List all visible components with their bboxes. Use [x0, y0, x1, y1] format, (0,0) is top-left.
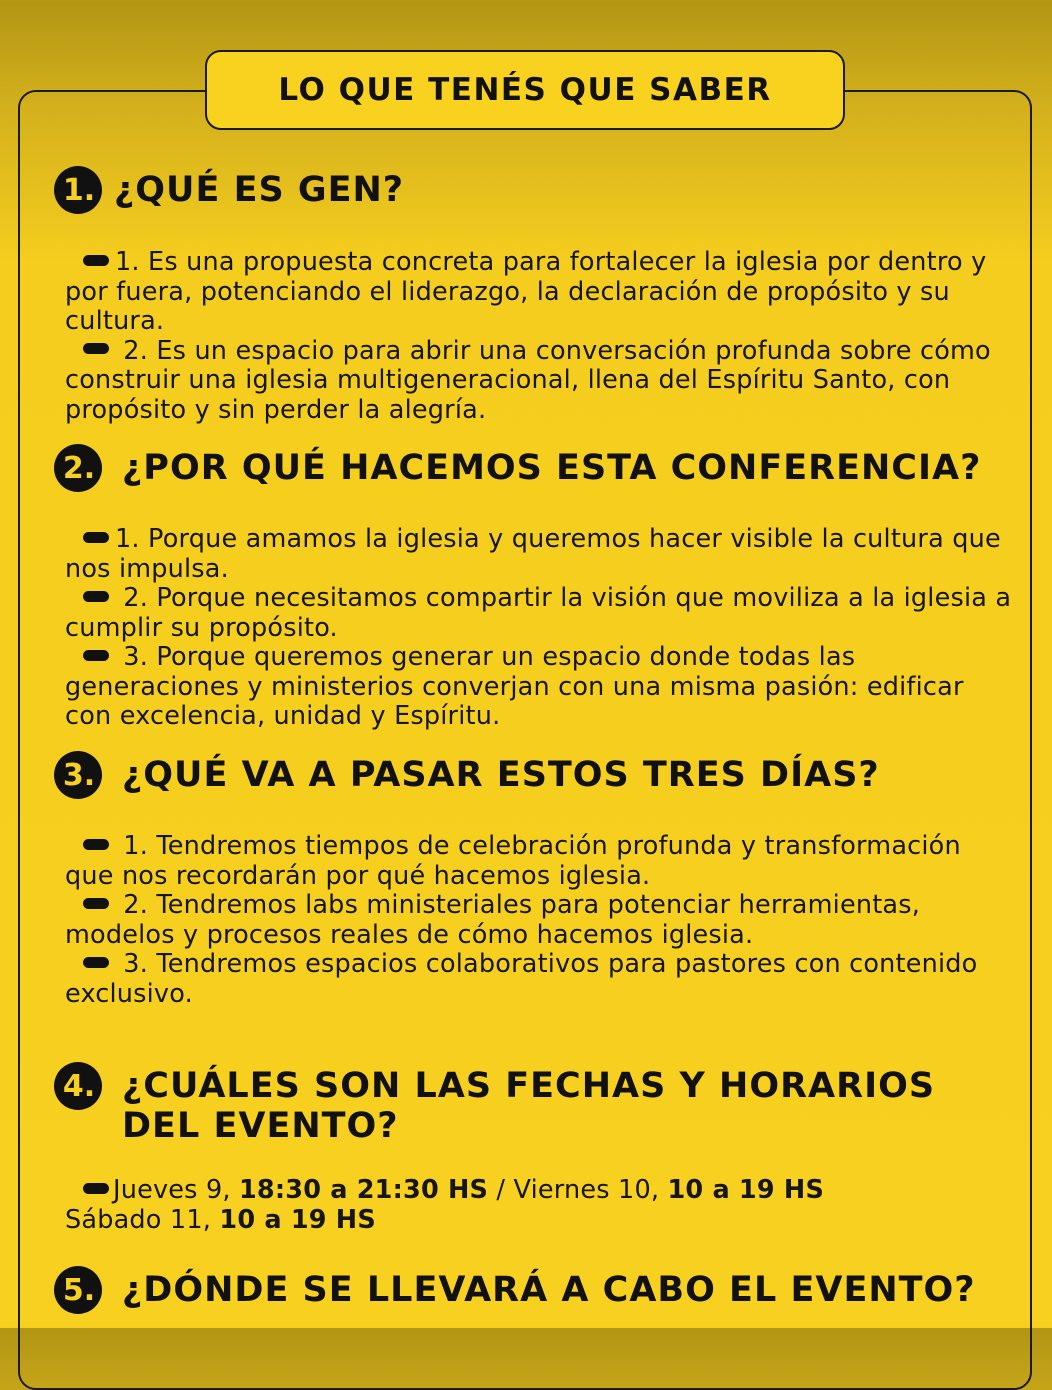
section-1: [54, 170, 1014, 425]
list-item: 3. Tendremos espacios colaborativos para pastores con contenido exclusivo.: [65, 949, 978, 1009]
dash-bullet-icon: [83, 591, 109, 602]
header-banner: [205, 50, 845, 130]
dash-bullet-icon: [83, 957, 109, 968]
dash-bullet-icon: [83, 532, 109, 543]
dash-bullet-icon: [83, 650, 109, 661]
section-title: ¿DÓNDE SE LLEVARÁ A CABO EL EVENTO?: [122, 1270, 976, 1310]
list-item: 1. Porque amamos la iglesia y queremos hacer visible la cultura que nos impulsa.: [65, 524, 1001, 584]
schedule-text: Jueves 9, 18:30 a 21:30 HS / Viernes 10, 10 a 19 HS Sábado 11, 10 a 19 HS: [65, 1175, 825, 1235]
section-title: ¿POR QUÉ HACEMOS ESTA CONFERENCIA?: [122, 448, 982, 488]
section-2: [54, 448, 1014, 732]
dash-bullet-icon: [83, 898, 109, 909]
section-number-badge: 2.: [54, 444, 102, 492]
section-number-badge: 5.: [54, 1266, 102, 1314]
dash-bullet-icon: [83, 255, 109, 266]
dash-bullet-icon: [83, 1183, 109, 1194]
header-title: LO QUE TENÉS QUE SABER: [278, 72, 772, 108]
section-3: [54, 755, 1014, 1009]
list-item: 1. Tendremos tiempos de celebración profunda y transformación que nos recordarán por qué hacemos iglesia.: [65, 831, 961, 891]
section-title: ¿CUÁLES SON LAS FECHAS Y HORARIOS DEL EVENTO?: [122, 1066, 936, 1146]
list-item: 2. Es un espacio para abrir una conversación profunda sobre cómo construir una iglesia multigeneracional, llena del Espíritu Santo, con propósito y sin perder la alegría.: [65, 335, 991, 425]
section-5: [54, 1270, 1014, 1314]
section-number-badge: 1.: [54, 166, 102, 214]
list-item: 1. Es una propuesta concreta para fortalecer la iglesia por dentro y por fuera, potenciando el liderazgo, la declaración de propósito y su cultura.: [65, 247, 987, 336]
section-number-badge: 4.: [54, 1062, 102, 1110]
list-item: 3. Porque queremos generar un espacio donde todas las generaciones y ministerios converjan con una misma pasión: edificar con excelencia, unidad y Espíritu.: [65, 642, 964, 731]
section-number-badge: 3.: [54, 751, 102, 799]
section-title: ¿QUÉ VA A PASAR ESTOS TRES DÍAS?: [122, 755, 880, 795]
dash-bullet-icon: [83, 343, 109, 354]
section-title: ¿QUÉ ES GEN?: [114, 170, 405, 210]
list-item: 2. Tendremos labs ministeriales para potenciar herramientas, modelos y procesos reales de cómo hacemos iglesia.: [65, 890, 921, 950]
section-4: [54, 1066, 1014, 1235]
dash-bullet-icon: [83, 839, 109, 850]
list-item: 2. Porque necesitamos compartir la visión que moviliza a la iglesia a cumplir su propósito.: [65, 583, 1012, 643]
